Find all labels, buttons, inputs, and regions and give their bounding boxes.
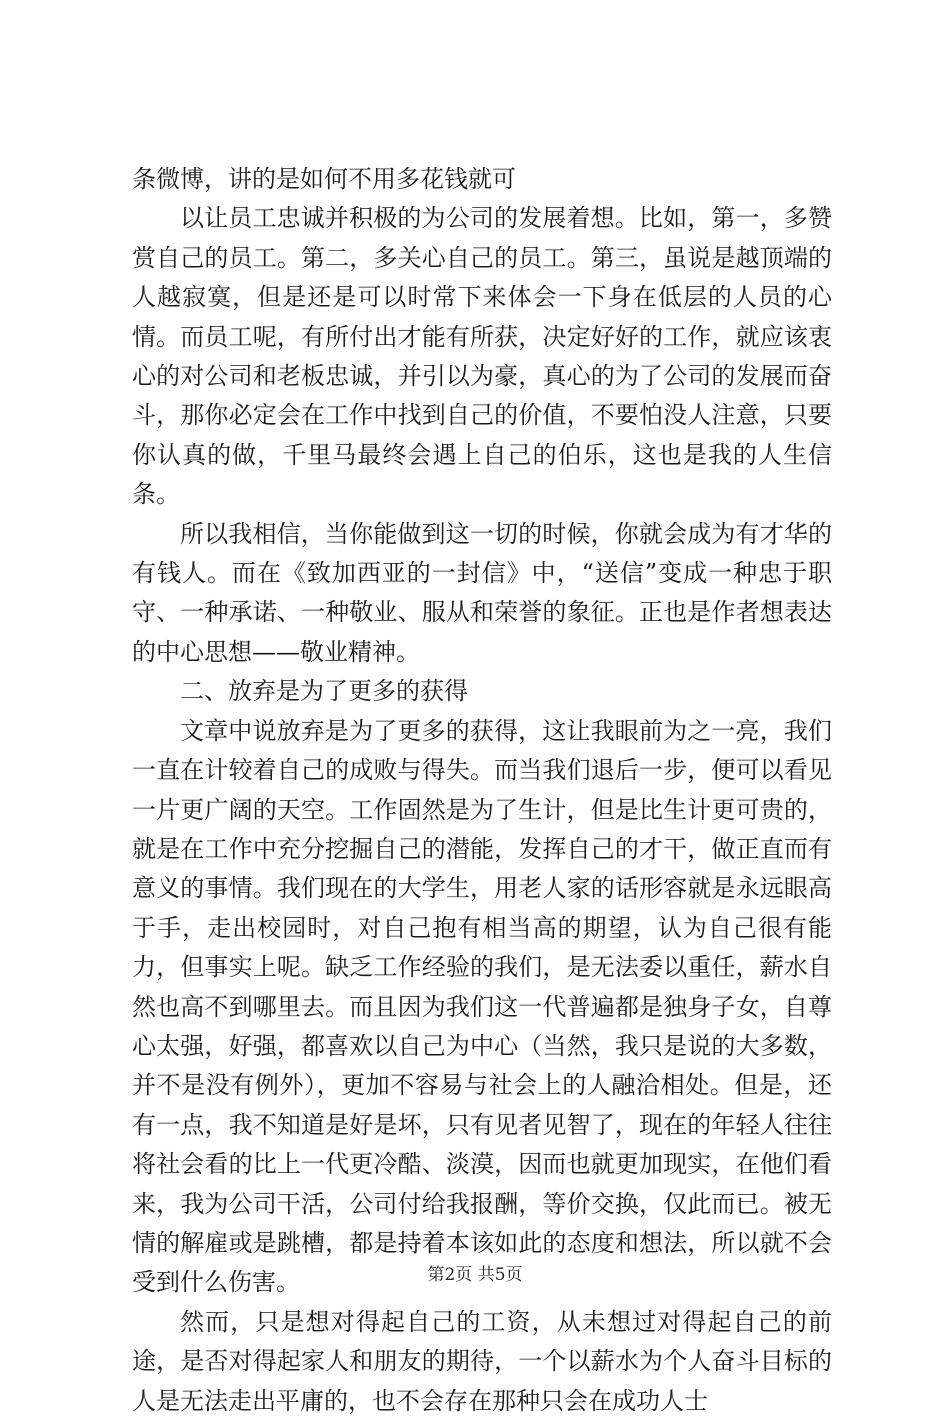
paragraph: 所以我相信，当你能做到这一切的时候，你就会成为有才华的有钱人。而在《致加西亚的一封信》中，“送信”变成一种忠于职守、一种承诺、一种敬业、服从和荣誉的象征。正也是作者想表达的中心思想——敬业精神。 bbox=[132, 519, 832, 666]
paragraph: 然而，只是想对得起自己的工资，从未想过对得起自己的前途，是否对得起家人和朋友的期待，一个以薪水为个人奋斗目标的人是无法走出平庸的，也不会存在那种只会在成功人士 bbox=[132, 1307, 832, 1415]
section-heading: 二、放弃是为了更多的获得 bbox=[180, 677, 468, 706]
paragraph: 文章中说放弃是为了更多的获得，这让我眼前为之一亮，我们一直在计较着自己的成败与得失。而当我们退后一步，便可以看见一片更广阔的天空。工作固然是为了生计，但是比生计更可贵的，就是在工作中充分挖掘自己的潜能，发挥自己的才干，做正直而有意义的事情。我们现在的大学生，用老人家的话形容就是永远眼高于手，走出校园时，对自己抱有相当高的期望，认为自己很有能力，但事实上呢。缺乏工作经验的我们，是无法委以重任，薪水自然也高不到哪里去。而且因为我们这一代普遍都是独身子女，自尊心太强，好强，都喜欢以自己为中心（当然，我只是说的大多数，并不是没有例外），更加不容易与社会上的人融洽相处。但是，还有一点，我不知道是好是坏，只有见者见智了，现在的年轻人往往将社会看的比上一代更冷酷、淡漠，因而也就更加现实，在他们看来，我为公司干活，公司付给我报酬，等价交换，仅此而已。被无情的解雇或是跳槽，都是持着本该如此的态度和想法，所以就不会受到什么伤害。 bbox=[132, 716, 832, 1297]
paragraph-continuation: 条微博，讲的是如何不用多花钱就可 bbox=[132, 165, 516, 193]
paragraph: 以让员工忠诚并积极的为公司的发展着想。比如，第一，多赞赏自己的员工。第二，多关心自己的员工。第三，虽说是越顶端的人越寂寞，但是还是可以时常下来体会一下身在低层的人员的心情。而员工呢，有所付出才能有所获，决定好好的工作，就应该衷心的对公司和老板忠诚，并引以为豪，真心的为了公司的发展而奋斗，那你必定会在工作中找到自己的价值，不要怕没人注意，只要你认真的做，千里马最终会遇上自己的伯乐，这也是我的人生信条。 bbox=[132, 204, 832, 509]
document-body bbox=[132, 160, 832, 1421]
page-number-footer: 第2页 共5页 bbox=[427, 1265, 523, 1285]
